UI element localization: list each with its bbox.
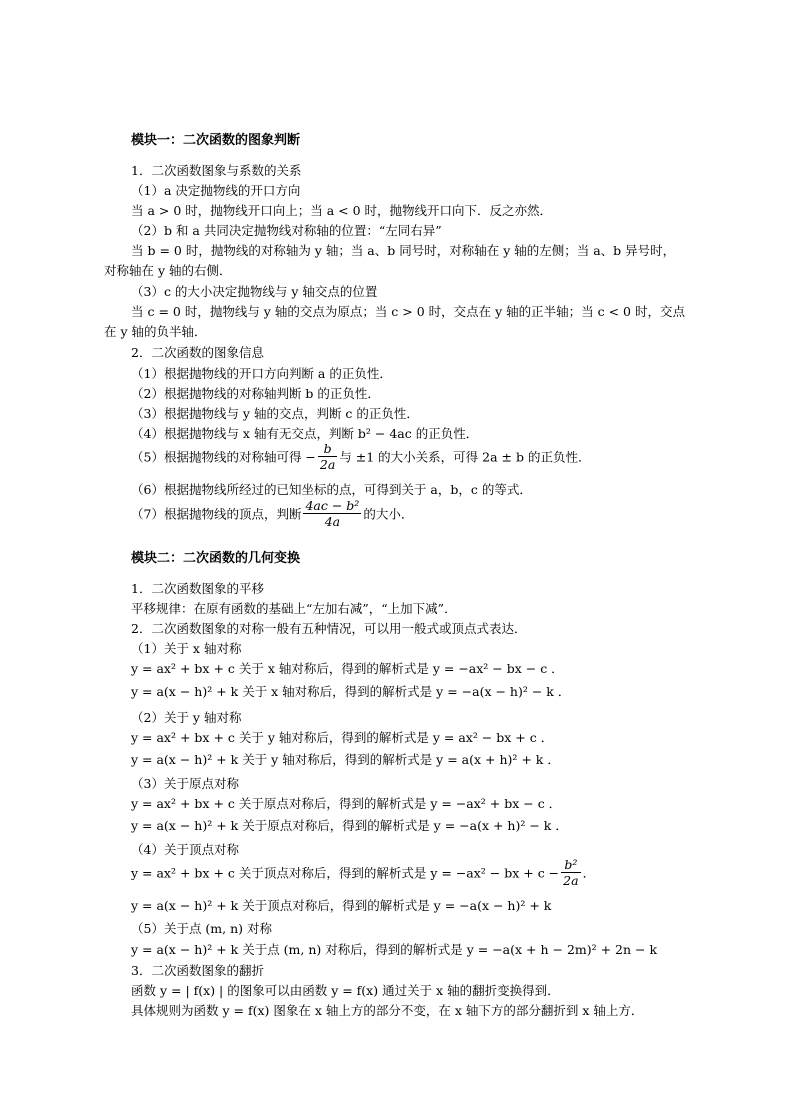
y-axis-symmetry-heading: （2）关于 y 轴对称 bbox=[131, 710, 242, 725]
origin-symmetry-eq2: y = a(x − h)² + k 关于原点对称后，得到的解析式是 y = −a(x + h)² − k ． bbox=[131, 818, 568, 833]
info7-text-b: 的大小． bbox=[363, 506, 414, 522]
vertex-eq1-text-b: ． bbox=[582, 865, 596, 881]
module1-point3: （3）c 的大小决定抛物线与 y 轴交点的位置 bbox=[131, 284, 378, 299]
info5-text-b: 与 ±1 的大小关系，可得 2a ± b 的正负性． bbox=[339, 449, 591, 465]
module1-info4: （4）根据抛物线与 x 轴有无交点，判断 b² − 4ac 的正负性． bbox=[131, 426, 479, 441]
point-symmetry-eq1: y = a(x − h)² + k 关于点 (m, n) 对称后，得到的解析式是 y = −a(x + h − 2m)² + 2n − k bbox=[131, 942, 658, 957]
vertex-eq1-denominator: 2a bbox=[563, 873, 579, 888]
info7-denominator: 4a bbox=[324, 514, 341, 529]
vertex-symmetry-eq1 bbox=[131, 857, 595, 888]
vertex-eq1-text-a: y = ax² + bx + c 关于顶点对称后，得到的解析式是 y = −ax² − bx + c − bbox=[131, 865, 560, 881]
module1-title: 模块一：二次函数的图象判断 bbox=[131, 133, 301, 148]
x-axis-symmetry-heading: （1）关于 x 轴对称 bbox=[131, 641, 242, 656]
module1-point2-text2: 对称轴在 y 轴的右侧． bbox=[104, 263, 232, 278]
module1-point2-text1: 当 b = 0 时，抛物线的对称轴为 y 轴；当 a、b 同号时，对称轴在 y 轴的左侧；当 a、b 异号时， bbox=[131, 243, 676, 258]
x-axis-symmetry-eq2: y = a(x − h)² + k 关于 x 轴对称后，得到的解析式是 y = −a(x − h)² − k ． bbox=[131, 684, 571, 699]
origin-symmetry-heading: （3）关于原点对称 bbox=[131, 776, 239, 791]
vertex-symmetry-heading: （4）关于顶点对称 bbox=[131, 842, 239, 857]
info7-fraction bbox=[303, 498, 361, 529]
info7-text-a: （7）根据抛物线的顶点，判断 bbox=[131, 506, 302, 522]
module1-section1-heading: 1．二次函数图象与系数的关系 bbox=[131, 163, 302, 178]
x-axis-symmetry-eq1: y = ax² + bx + c 关于 x 轴对称后，得到的解析式是 y = −ax² − bx − c ． bbox=[131, 661, 564, 676]
y-axis-symmetry-eq2: y = a(x − h)² + k 关于 y 轴对称后，得到的解析式是 y = a(x + h)² + k ． bbox=[131, 752, 560, 767]
module2-section3-text1: 函数 y = | f(x) | 的图象可以由函数 y = f(x) 通过关于 x 轴的翻折变换得到． bbox=[131, 983, 560, 998]
module2-section1-heading: 1．二次函数图象的平移 bbox=[131, 581, 264, 596]
module1-point3-text2: 在 y 轴的负半轴． bbox=[104, 324, 207, 339]
module1-info1: （1）根据抛物线的开口方向判断 a 的正负性． bbox=[131, 366, 392, 381]
module1-point2: （2）b 和 a 共同决定抛物线对称轴的位置：“左同右异” bbox=[131, 223, 442, 238]
info5-numerator: b bbox=[318, 441, 337, 457]
module1-info2: （2）根据抛物线的对称轴判断 b 的正负性． bbox=[131, 386, 380, 401]
point-symmetry-heading: （5）关于点 (m, n) 对称 bbox=[131, 921, 273, 936]
module1-point1-text: 当 a > 0 时，抛物线开口向上；当 a < 0 时，抛物线开口向下．反之亦然． bbox=[131, 203, 553, 218]
module1-info5 bbox=[131, 441, 590, 472]
y-axis-symmetry-eq1: y = ax² + bx + c 关于 y 轴对称后，得到的解析式是 y = ax² − bx + c ． bbox=[131, 730, 554, 745]
vertex-symmetry-eq2: y = a(x − h)² + k 关于顶点对称后，得到的解析式是 y = −a(x − h)² + k bbox=[131, 898, 552, 913]
info5-fraction bbox=[318, 441, 337, 472]
vertex-eq1-fraction bbox=[561, 857, 580, 888]
module1-section2-heading: 2．二次函数的图象信息 bbox=[131, 345, 264, 360]
module2-section3-heading: 3．二次函数图象的翻折 bbox=[131, 963, 264, 978]
module1-point3-text1: 当 c = 0 时，抛物线与 y 轴的交点为原点；当 c > 0 时，交点在 y 轴的正半轴；当 c < 0 时，交点 bbox=[131, 304, 685, 319]
info7-numerator: 4ac − b² bbox=[305, 498, 360, 513]
vertex-eq1-numerator: b² bbox=[561, 857, 580, 873]
info5-text-a: （5）根据抛物线的对称轴可得 − bbox=[131, 449, 316, 465]
module1-info3: （3）根据抛物线与 y 轴的交点，判断 c 的正负性． bbox=[131, 406, 419, 421]
module2-section3-text2: 具体规则为函数 y = f(x) 图象在 x 轴上方的部分不变，在 x 轴下方的部分翻折到 x 轴上方． bbox=[131, 1003, 644, 1018]
info5-denominator: 2a bbox=[319, 457, 336, 472]
module1-info6: （6）根据抛物线所经过的已知坐标的点，可得到关于 a，b，c 的等式． bbox=[131, 482, 532, 497]
module2-title: 模块二：二次函数的几何变换 bbox=[131, 551, 301, 566]
module1-info7 bbox=[131, 498, 413, 529]
module1-point1: （1）a 决定抛物线的开口方向 bbox=[131, 183, 301, 198]
module2-section2-heading: 2．二次函数图象的对称一般有五种情况，可以用一般式或顶点式表达． bbox=[131, 621, 527, 636]
origin-symmetry-eq1: y = ax² + bx + c 关于原点对称后，得到的解析式是 y = −ax² + bx − c ． bbox=[131, 796, 562, 811]
module2-section1-text: 平移规律：在原有函数的基础上“左加右减”，“上加下减”． bbox=[131, 601, 457, 616]
